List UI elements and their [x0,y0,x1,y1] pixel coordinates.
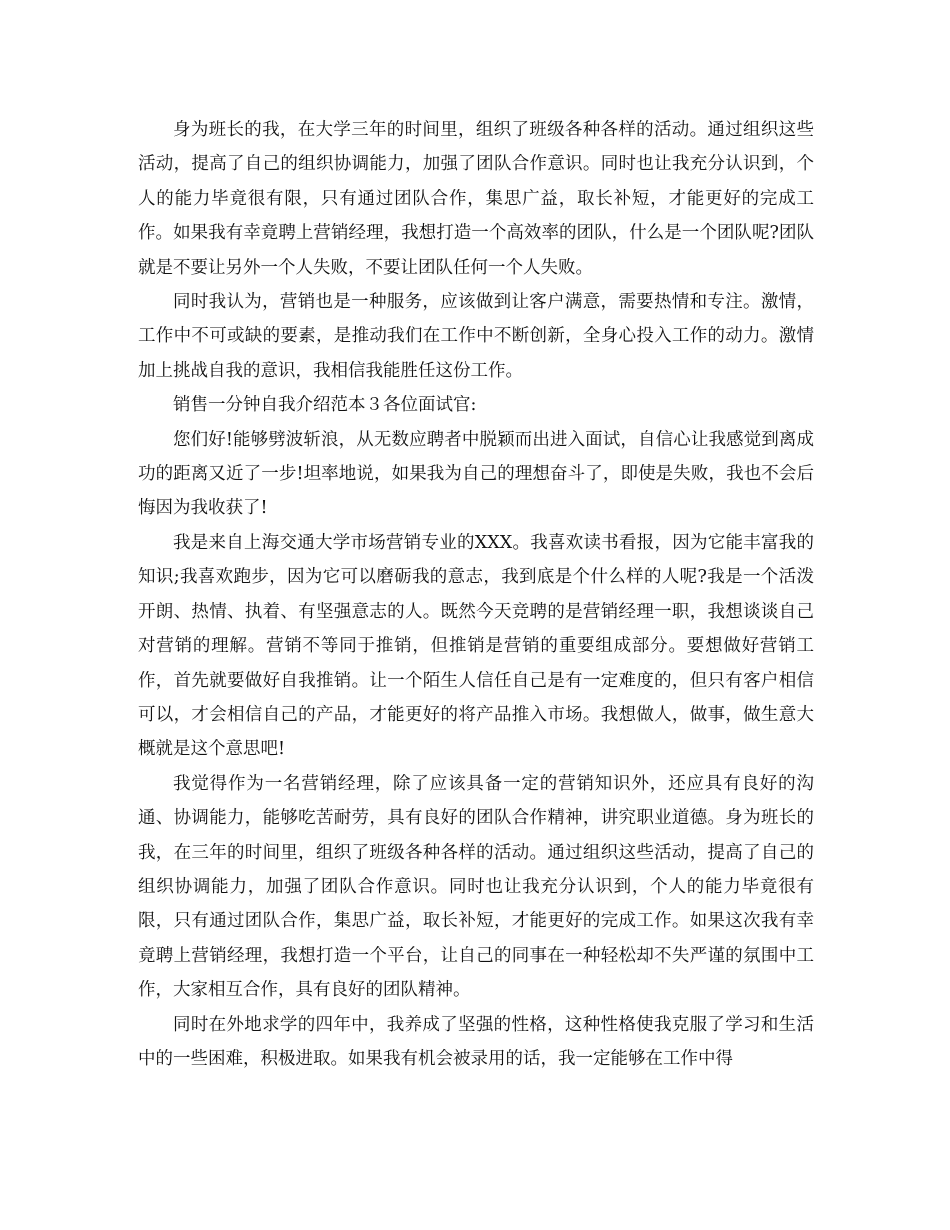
paragraph-7: 同时在外地求学的四年中，我养成了坚强的性格，这种性格使我克服了学习和生活中的一些困难，积极进取。如果我有机会被录用的话，我一定能够在工作中得 [138,1014,814,1069]
paragraph-6: 我觉得作为一名营销经理，除了应该具备一定的营销知识外，还应具有良好的沟通、协调能力，能够吃苦耐劳，具有良好的团队合作精神，讲究职业道德。身为班长的我，在三年的时间里，组织了班级各种各样的活动。通过组织这些活动，提高了自己的组织协调能力，加强了团队合作意识。同时也让我充分认识到，个人的能力毕竟很有限，只有通过团队合作，集思广益，取长补短，才能更好的完成工作。如果这次我有幸竟聘上营销经理，我想打造一个平台，让自己的同事在一种轻松却不失严谨的氛围中工作，大家相互合作，具有良好的团队精神。 [138,773,814,1001]
paragraph-2: 同时我认为，营销也是一种服务，应该做到让客户满意，需要热情和专注。激情，工作中不可或缺的要素，是推动我们在工作中不断创新，全身心投入工作的动力。激情加上挑战自我的意识，我相信我能胜任这份工作。 [138,292,814,381]
paragraph-4: 您们好!能够劈波斩浪，从无数应聘者中脱颖而出进入面试，自信心让我感觉到离成功的距离又近了一步!坦率地说，如果我为自己的理想奋斗了，即使是失败，我也不会后悔因为我收获了! [138,429,814,519]
document-body [138,113,814,1076]
paragraph-1: 身为班长的我，在大学三年的时间里，组织了班级各种各样的活动。通过组织这些活动，提高了自己的组织协调能力，加强了团队合作意识。同时也让我充分认识到，个人的能力毕竟很有限，只有通过团队合作，集思广益，取长补短，才能更好的完成工作。如果我有幸竟聘上营销经理，我想打造一个高效率的团队，什么是一个团队呢?团队就是不要让另外一个人失败，不要让团队任何一个人失败。 [138,120,814,278]
paragraph-3: 销售一分钟自我介绍范本３各位面试官: [173,395,477,416]
paragraph-5: 我是来自上海交通大学市场营销专业的XXX。我喜欢读书看报，因为它能丰富我的知识;我喜欢跑步，因为它可以磨砺我的意志，我到底是个什么样的人呢?我是一个活泼开朗、热情、执着、有坚强意志的人。既然今天竞聘的是营销经理一职，我想谈谈自己对营销的理解。营销不等同于推销，但推销是营销的重要组成部分。要想做好营销工作，首先就要做好自我推销。让一个陌生人信任自己是有一定难度的，但只有客户相信可以，才会相信自己的产品，才能更好的将产品推入市场。我想做人，做事，做生意大概就是这个意思吧! [138,532,814,760]
